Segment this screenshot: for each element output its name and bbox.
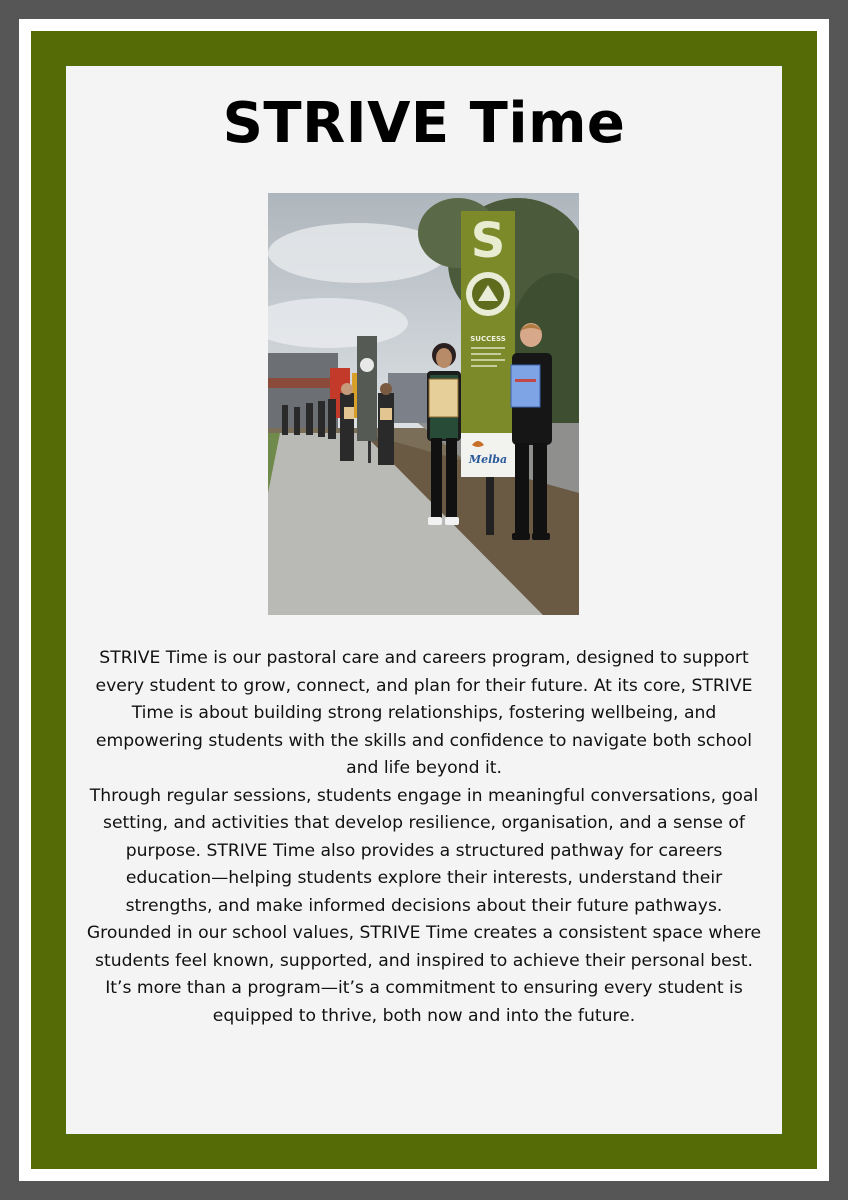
sign-logo: Melba <box>468 453 508 466</box>
paragraph-sessions: Through regular sessions, students engage in meaningful conversations, goal setting, and activities that develop resilience, organisation, and a sense of purpose. STRIVE Time also provides a structured pathway for careers education—helping students explore their interests, understand their strengths, and make informed decisions about their future pathways. <box>89 785 759 916</box>
paragraph-values: Grounded in our school values, STRIVE Time creates a consistent space where students feel known, supported, and inspired to achieve their personal best. It’s more than a program—it’s a commitment to ensuring every student is equipped to thrive, both now and into the future. <box>86 923 762 1026</box>
body-text <box>86 645 762 1030</box>
sign-letter: S <box>470 213 506 269</box>
sign-word: SUCCESS <box>470 335 506 343</box>
students-photo <box>268 193 579 615</box>
paragraph-intro: STRIVE Time is our pastoral care and careers program, designed to support every student to grow, connect, and plan for their future. At its core, STRIVE Time is about building strong relationships, fostering wellbeing, and empowering students with the skills and confidence to navigate both school and life beyond it. <box>95 648 753 778</box>
page-title: STRIVE Time <box>222 91 626 156</box>
